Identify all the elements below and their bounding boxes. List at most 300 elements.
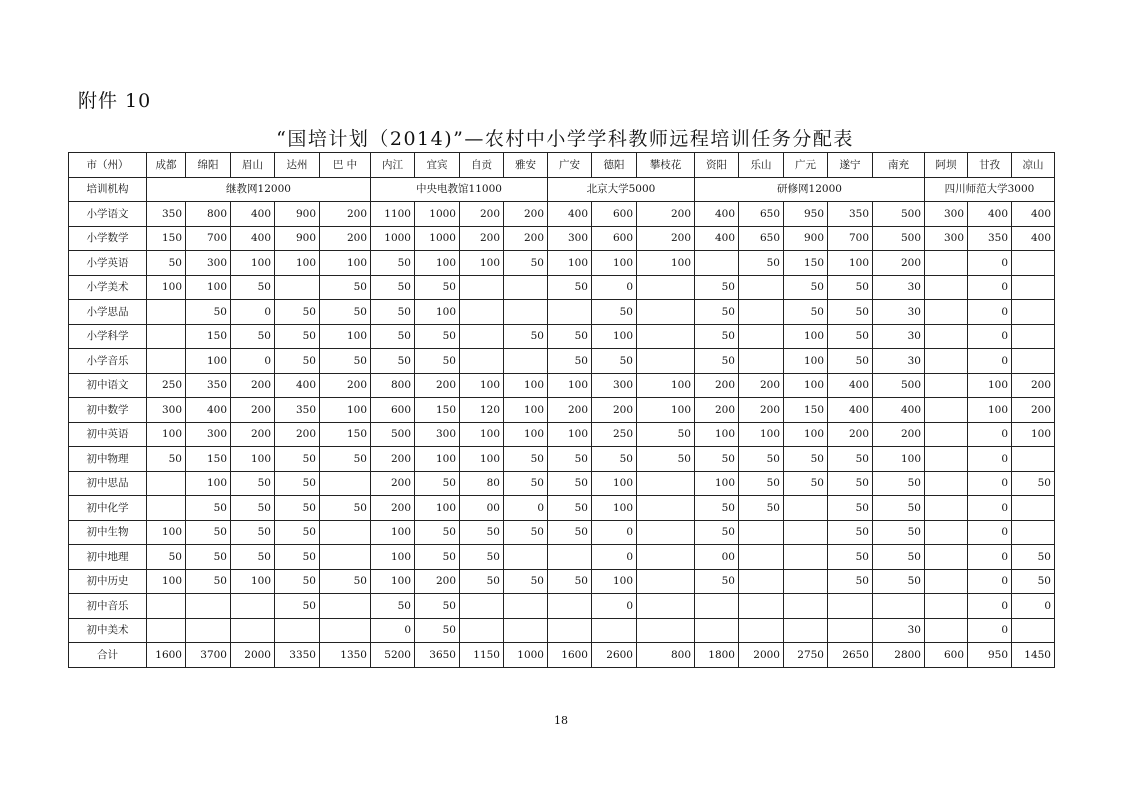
value-cell: 300 (415, 422, 460, 447)
value-cell: 300 (186, 251, 231, 276)
value-cell: 50 (828, 447, 873, 472)
value-cell (925, 496, 968, 521)
value-cell: 0 (968, 496, 1012, 521)
value-cell (784, 594, 828, 619)
value-cell: 2800 (873, 643, 925, 668)
value-cell: 50 (637, 422, 695, 447)
value-cell: 100 (415, 496, 460, 521)
value-cell (320, 618, 371, 643)
value-cell (548, 545, 592, 570)
value-cell (504, 300, 548, 325)
value-cell: 100 (460, 251, 504, 276)
value-cell: 100 (968, 373, 1012, 398)
value-cell: 200 (504, 202, 548, 227)
value-cell: 400 (548, 202, 592, 227)
value-cell (925, 422, 968, 447)
value-cell: 50 (415, 324, 460, 349)
city-header: 宜宾 (415, 153, 460, 178)
value-cell (925, 569, 968, 594)
value-cell: 80 (460, 471, 504, 496)
value-cell: 50 (231, 471, 275, 496)
value-cell (695, 594, 739, 619)
value-cell: 0 (968, 251, 1012, 276)
value-cell: 150 (186, 324, 231, 349)
value-cell: 3700 (186, 643, 231, 668)
value-cell (460, 324, 504, 349)
value-cell (925, 520, 968, 545)
value-cell: 100 (873, 447, 925, 472)
value-cell: 200 (460, 226, 504, 251)
subject-cell: 初中化学 (69, 496, 147, 521)
subject-cell: 初中数学 (69, 398, 147, 423)
value-cell: 200 (415, 373, 460, 398)
value-cell: 400 (828, 398, 873, 423)
value-cell: 100 (147, 520, 186, 545)
value-cell: 50 (548, 349, 592, 374)
value-cell: 50 (371, 275, 415, 300)
value-cell: 100 (147, 275, 186, 300)
value-cell: 50 (371, 300, 415, 325)
value-cell: 50 (275, 471, 320, 496)
value-cell: 100 (739, 422, 784, 447)
value-cell (925, 275, 968, 300)
value-cell: 50 (695, 300, 739, 325)
value-cell: 500 (873, 202, 925, 227)
value-cell (739, 275, 784, 300)
value-cell (460, 300, 504, 325)
value-cell: 1000 (415, 226, 460, 251)
value-cell: 200 (320, 202, 371, 227)
value-cell: 50 (784, 471, 828, 496)
value-cell: 200 (695, 373, 739, 398)
value-cell: 200 (828, 422, 873, 447)
value-cell (147, 324, 186, 349)
value-cell: 400 (873, 398, 925, 423)
value-cell (320, 520, 371, 545)
value-cell: 50 (504, 471, 548, 496)
value-cell: 50 (695, 349, 739, 374)
city-header: 广安 (548, 153, 592, 178)
value-cell: 300 (925, 226, 968, 251)
value-cell (873, 594, 925, 619)
value-cell: 400 (275, 373, 320, 398)
value-cell: 100 (1012, 422, 1055, 447)
value-cell (320, 545, 371, 570)
value-cell: 200 (320, 373, 371, 398)
value-cell: 50 (415, 545, 460, 570)
value-cell: 100 (637, 373, 695, 398)
value-cell: 50 (739, 471, 784, 496)
value-cell: 300 (147, 398, 186, 423)
value-cell: 800 (186, 202, 231, 227)
city-header: 德阳 (592, 153, 637, 178)
value-cell (186, 594, 231, 619)
value-cell: 400 (1012, 226, 1055, 251)
allocation-table (68, 152, 1055, 668)
value-cell: 200 (275, 422, 320, 447)
value-cell: 50 (320, 275, 371, 300)
value-cell: 0 (231, 300, 275, 325)
value-cell: 3350 (275, 643, 320, 668)
value-cell: 50 (460, 569, 504, 594)
value-cell: 50 (415, 520, 460, 545)
value-cell: 100 (695, 471, 739, 496)
value-cell: 50 (371, 594, 415, 619)
institution-group: 中央电教馆11000 (371, 177, 548, 202)
value-cell (1012, 251, 1055, 276)
value-cell (739, 324, 784, 349)
value-cell (695, 618, 739, 643)
value-cell (637, 569, 695, 594)
value-cell: 50 (231, 545, 275, 570)
value-cell: 0 (504, 496, 548, 521)
value-cell: 0 (968, 300, 1012, 325)
value-cell: 400 (231, 202, 275, 227)
document-title: “国培计划（2014)”—农村中小学学科教师远程培训任务分配表 (276, 128, 854, 150)
value-cell: 50 (828, 275, 873, 300)
value-cell: 1100 (371, 202, 415, 227)
value-cell: 800 (371, 373, 415, 398)
value-cell (1012, 324, 1055, 349)
value-cell: 150 (784, 251, 828, 276)
value-cell: 600 (592, 226, 637, 251)
value-cell: 100 (231, 251, 275, 276)
table-row (69, 251, 1055, 276)
value-cell: 50 (415, 471, 460, 496)
institution-label: 培训机构 (69, 177, 147, 202)
value-cell (186, 618, 231, 643)
value-cell: 100 (147, 569, 186, 594)
value-cell: 100 (186, 471, 231, 496)
value-cell: 500 (873, 373, 925, 398)
table-row (69, 447, 1055, 472)
value-cell: 100 (592, 496, 637, 521)
value-cell (320, 594, 371, 619)
value-cell: 100 (504, 422, 548, 447)
subject-cell: 初中美术 (69, 618, 147, 643)
city-header: 甘孜 (968, 153, 1012, 178)
value-cell: 00 (695, 545, 739, 570)
value-cell (460, 594, 504, 619)
value-cell: 50 (275, 594, 320, 619)
city-header: 成都 (147, 153, 186, 178)
value-cell: 50 (186, 520, 231, 545)
value-cell (739, 594, 784, 619)
value-cell (504, 594, 548, 619)
subject-cell: 初中音乐 (69, 594, 147, 619)
value-cell: 1600 (147, 643, 186, 668)
value-cell: 300 (186, 422, 231, 447)
value-cell: 100 (548, 422, 592, 447)
value-cell: 50 (186, 496, 231, 521)
value-cell (1012, 447, 1055, 472)
value-cell: 50 (186, 300, 231, 325)
value-cell (637, 349, 695, 374)
value-cell: 50 (415, 275, 460, 300)
city-header: 凉山 (1012, 153, 1055, 178)
value-cell: 50 (460, 520, 504, 545)
value-cell: 50 (231, 324, 275, 349)
table-row (69, 594, 1055, 619)
value-cell: 50 (695, 324, 739, 349)
value-cell: 50 (231, 275, 275, 300)
value-cell: 50 (548, 520, 592, 545)
value-cell: 2000 (739, 643, 784, 668)
value-cell (739, 300, 784, 325)
value-cell (925, 398, 968, 423)
value-cell: 100 (320, 398, 371, 423)
value-cell: 200 (504, 226, 548, 251)
table-row (69, 373, 1055, 398)
value-cell: 500 (873, 226, 925, 251)
value-cell: 200 (371, 447, 415, 472)
table-row (69, 471, 1055, 496)
city-header: 资阳 (695, 153, 739, 178)
value-cell: 50 (828, 545, 873, 570)
value-cell: 50 (695, 447, 739, 472)
table-row (69, 398, 1055, 423)
city-header: 雅安 (504, 153, 548, 178)
value-cell: 50 (275, 545, 320, 570)
value-cell: 50 (147, 447, 186, 472)
value-cell: 400 (1012, 202, 1055, 227)
subject-cell: 小学英语 (69, 251, 147, 276)
value-cell: 100 (371, 545, 415, 570)
value-cell: 50 (695, 520, 739, 545)
value-cell: 50 (275, 520, 320, 545)
city-header: 绵阳 (186, 153, 231, 178)
value-cell (925, 251, 968, 276)
value-cell: 600 (925, 643, 968, 668)
value-cell: 50 (828, 496, 873, 521)
subject-cell: 初中英语 (69, 422, 147, 447)
city-header: 自贡 (460, 153, 504, 178)
value-cell: 50 (1012, 471, 1055, 496)
value-cell: 50 (1012, 545, 1055, 570)
value-cell: 0 (968, 520, 1012, 545)
value-cell (592, 618, 637, 643)
value-cell (1012, 349, 1055, 374)
subject-cell: 小学美术 (69, 275, 147, 300)
value-cell: 400 (695, 202, 739, 227)
table-row (69, 324, 1055, 349)
value-cell: 100 (784, 349, 828, 374)
value-cell: 0 (968, 618, 1012, 643)
value-cell: 100 (460, 447, 504, 472)
value-cell: 2650 (828, 643, 873, 668)
value-cell (784, 520, 828, 545)
value-cell (925, 594, 968, 619)
value-cell (1012, 618, 1055, 643)
value-cell: 50 (231, 520, 275, 545)
value-cell: 0 (968, 275, 1012, 300)
value-cell: 2750 (784, 643, 828, 668)
value-cell: 100 (231, 569, 275, 594)
value-cell: 200 (873, 422, 925, 447)
value-cell: 400 (231, 226, 275, 251)
value-cell: 150 (784, 398, 828, 423)
value-cell: 50 (186, 545, 231, 570)
city-header: 巴 中 (320, 153, 371, 178)
value-cell (231, 618, 275, 643)
value-cell: 50 (147, 251, 186, 276)
value-cell: 5200 (371, 643, 415, 668)
value-cell (548, 618, 592, 643)
city-header: 遂宁 (828, 153, 873, 178)
value-cell (828, 594, 873, 619)
header-row (69, 153, 1055, 178)
city-header: 达州 (275, 153, 320, 178)
subject-cell: 小学科学 (69, 324, 147, 349)
table-row (69, 545, 1055, 570)
value-cell: 0 (968, 447, 1012, 472)
value-cell (1012, 520, 1055, 545)
value-cell (320, 471, 371, 496)
value-cell: 500 (371, 422, 415, 447)
value-cell: 50 (873, 545, 925, 570)
institution-group: 继教网12000 (147, 177, 371, 202)
value-cell: 400 (695, 226, 739, 251)
table-row (69, 520, 1055, 545)
value-cell (739, 520, 784, 545)
value-cell (925, 471, 968, 496)
value-cell: 50 (548, 496, 592, 521)
value-cell (147, 471, 186, 496)
value-cell: 50 (548, 471, 592, 496)
value-cell: 50 (592, 447, 637, 472)
value-cell: 50 (415, 618, 460, 643)
corner-cell: 市（州） (69, 153, 147, 178)
value-cell: 100 (968, 398, 1012, 423)
city-header: 乐山 (739, 153, 784, 178)
value-cell: 0 (968, 471, 1012, 496)
value-cell: 1000 (504, 643, 548, 668)
city-header: 广元 (784, 153, 828, 178)
institution-row (69, 177, 1055, 202)
value-cell: 50 (147, 545, 186, 570)
value-cell: 650 (739, 226, 784, 251)
value-cell: 0 (592, 275, 637, 300)
value-cell: 0 (968, 594, 1012, 619)
value-cell: 200 (371, 471, 415, 496)
value-cell: 50 (828, 300, 873, 325)
value-cell: 200 (460, 202, 504, 227)
value-cell: 50 (873, 569, 925, 594)
value-cell (147, 594, 186, 619)
value-cell: 50 (784, 300, 828, 325)
value-cell: 0 (592, 545, 637, 570)
value-cell: 50 (275, 496, 320, 521)
value-cell (637, 496, 695, 521)
value-cell: 200 (695, 398, 739, 423)
value-cell: 50 (320, 300, 371, 325)
value-cell: 1150 (460, 643, 504, 668)
value-cell: 100 (415, 300, 460, 325)
subject-cell: 初中语文 (69, 373, 147, 398)
value-cell: 30 (873, 324, 925, 349)
value-cell (1012, 496, 1055, 521)
value-cell (548, 594, 592, 619)
value-cell: 200 (231, 422, 275, 447)
value-cell: 50 (415, 349, 460, 374)
subject-cell: 小学思品 (69, 300, 147, 325)
value-cell: 100 (231, 447, 275, 472)
value-cell: 100 (637, 398, 695, 423)
value-cell: 200 (739, 398, 784, 423)
value-cell: 150 (147, 226, 186, 251)
value-cell: 300 (925, 202, 968, 227)
value-cell (637, 618, 695, 643)
value-cell: 100 (695, 422, 739, 447)
value-cell: 50 (275, 569, 320, 594)
value-cell: 50 (695, 569, 739, 594)
value-cell: 50 (1012, 569, 1055, 594)
value-cell: 1600 (548, 643, 592, 668)
value-cell: 00 (460, 496, 504, 521)
value-cell: 200 (548, 398, 592, 423)
value-cell (925, 373, 968, 398)
value-cell: 50 (504, 447, 548, 472)
subject-cell: 小学数学 (69, 226, 147, 251)
value-cell: 700 (186, 226, 231, 251)
value-cell (504, 275, 548, 300)
value-cell: 300 (592, 373, 637, 398)
table-row (69, 496, 1055, 521)
value-cell: 50 (739, 447, 784, 472)
value-cell: 900 (275, 226, 320, 251)
value-cell: 50 (695, 496, 739, 521)
page-number: 18 (554, 714, 568, 727)
value-cell (925, 545, 968, 570)
value-cell (637, 520, 695, 545)
value-cell: 350 (828, 202, 873, 227)
value-cell: 100 (371, 520, 415, 545)
value-cell (925, 447, 968, 472)
subject-cell: 初中思品 (69, 471, 147, 496)
value-cell: 3650 (415, 643, 460, 668)
value-cell: 1000 (415, 202, 460, 227)
value-cell: 100 (548, 373, 592, 398)
table-row (69, 275, 1055, 300)
value-cell: 1800 (695, 643, 739, 668)
value-cell: 50 (415, 594, 460, 619)
value-cell (147, 349, 186, 374)
value-cell: 700 (828, 226, 873, 251)
value-cell: 150 (320, 422, 371, 447)
value-cell: 50 (320, 496, 371, 521)
table-row (69, 422, 1055, 447)
value-cell: 2000 (231, 643, 275, 668)
value-cell: 50 (186, 569, 231, 594)
value-cell: 100 (592, 324, 637, 349)
value-cell: 250 (592, 422, 637, 447)
value-cell: 100 (415, 447, 460, 472)
subject-cell: 初中地理 (69, 545, 147, 570)
value-cell: 0 (231, 349, 275, 374)
value-cell: 120 (460, 398, 504, 423)
value-cell (147, 618, 186, 643)
value-cell: 50 (231, 496, 275, 521)
value-cell (147, 496, 186, 521)
value-cell: 50 (371, 251, 415, 276)
value-cell (1012, 300, 1055, 325)
subject-cell: 小学音乐 (69, 349, 147, 374)
value-cell: 200 (320, 226, 371, 251)
value-cell: 100 (186, 349, 231, 374)
value-cell (275, 275, 320, 300)
value-cell: 2600 (592, 643, 637, 668)
value-cell: 200 (739, 373, 784, 398)
